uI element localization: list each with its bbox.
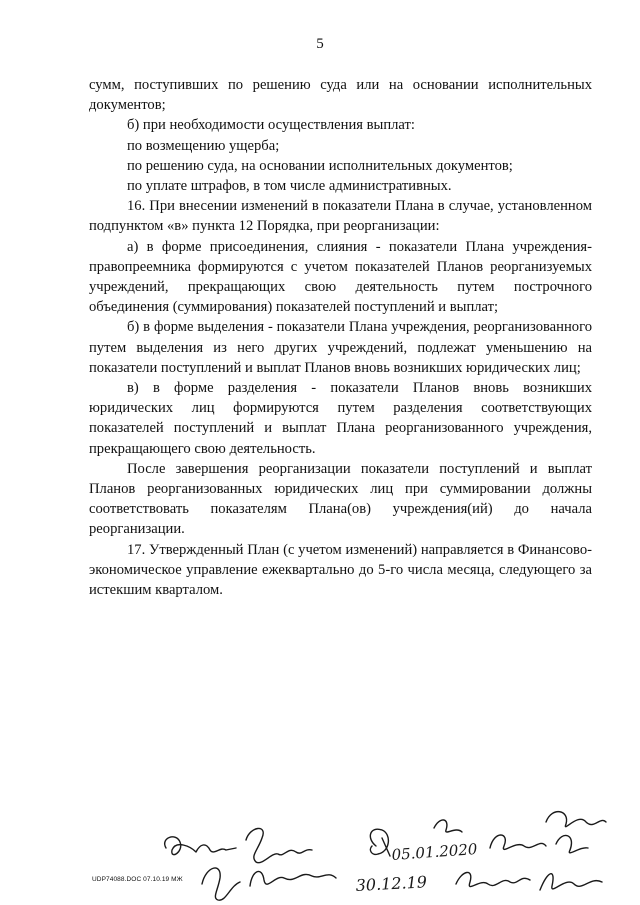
paragraph: б) при необходимости осуществления выплат:	[127, 117, 415, 134]
paragraph: б) в форме выделения - показатели Плана учреждения, реорганизованного путем выделения из него других учреждений, подлежат уменьшению на показатели поступлений и выплат Планов вновь возникших юридических лиц;	[89, 319, 592, 376]
signature-stroke	[370, 829, 390, 856]
paragraph: а) в форме присоединения, слияния - показатели Плана учреждения-правопреемника формируются с учетом показателей Планов реорганизуемых учреждений, прекращающих свою деятельность путем построчного объединения (суммирования) показателей поступлений и выплат;	[89, 238, 592, 316]
paragraph: сумм, поступивших по решению суда или на основании исполнительных документов;	[89, 77, 592, 114]
paragraph: по возмещению ущерба;	[127, 137, 280, 154]
signature-stroke	[434, 820, 462, 832]
body-text	[89, 75, 592, 600]
signature-stroke	[456, 872, 530, 886]
signature-stroke	[540, 874, 602, 890]
paragraph: по решению суда, на основании исполнительных документов;	[127, 157, 513, 174]
paragraph: в) в форме разделения - показатели Планов вновь возникших юридических лиц формируются путем разделения соответствующих показателей поступлений и выплат Плана реорганизованного учреждения, прекращающего свою деятельность.	[89, 380, 592, 457]
signature-stroke	[165, 837, 236, 855]
paragraph: 17. Утвержденный План (с учетом изменений) направляется в Финансово-экономическое управление ежеквартально до 5-го числа месяца, следующего за истекшим кварталом.	[89, 541, 592, 599]
signature-stroke	[546, 812, 606, 827]
paragraph: 16. При внесении изменений в показатели Плана в случае, установленном подпунктом «в» пункта 12 Порядка, при реорганизации:	[89, 198, 592, 235]
signature-stroke	[246, 828, 312, 862]
paragraph: После завершения реорганизации показатели поступлений и выплат Планов реорганизованных юридических лиц при суммировании должны соответствовать показателям Плана(ов) учреждения(ий) до начала реорганизации.	[89, 460, 592, 538]
signature-stroke	[202, 868, 240, 900]
handwritten-date: 30.12.19	[355, 872, 428, 895]
paragraph: по уплате штрафов, в том числе административных.	[127, 178, 452, 195]
handwritten-date: 05.01.2020	[391, 840, 478, 864]
signature-stroke	[490, 835, 588, 853]
footer-code: UDP74088.DOC 07.10.19 МЖ	[92, 876, 183, 883]
signature-stroke	[250, 871, 336, 886]
page-number: 5	[316, 36, 324, 52]
